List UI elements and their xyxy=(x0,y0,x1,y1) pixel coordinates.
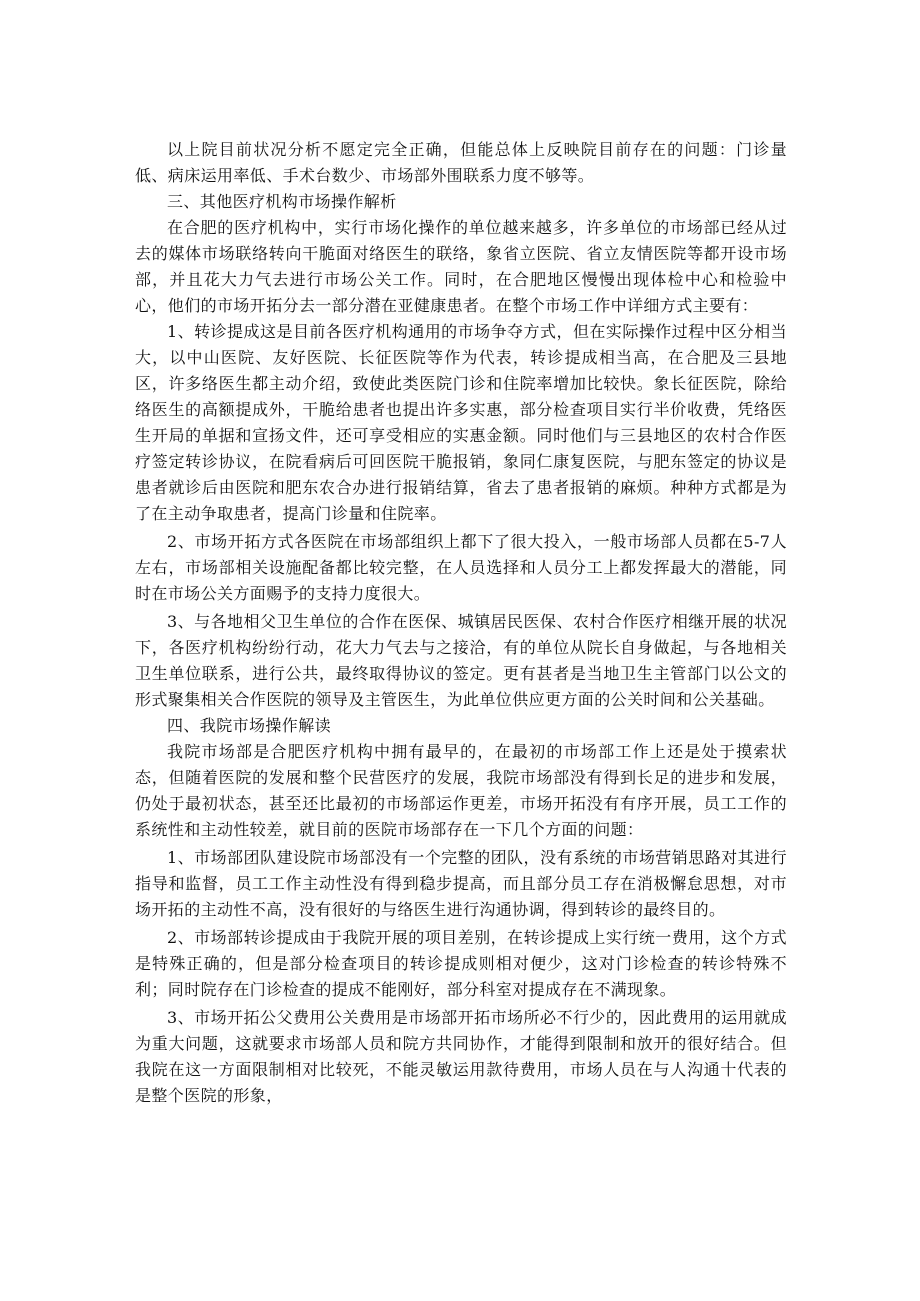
paragraph-referral-commission: 1、转诊提成这是目前各医疗机构通用的市场争夺方式，但在实际操作过程中区分相当大，以中山医院、友好医院、长征医院等作为代表，转诊提成相当高，在合肥及三县地区，许多络医生都主动介绍，致使此类医院门诊和住院率增加比较快。象长征医院，除给络医生的高额提成外，干脆给患者也提出许多实惠，部分检查项目实行半价收费，凭络医生开局的单据和宣扬文件，还可享受相应的实惠金额。同时他们与三县地区的农村合作医疗签定转诊协议，在院看病后可回医院干脆报销，象同仁康复医院，与肥东签定的协议是患者就诊后由医院和肥东农合办进行报销结算，省去了患者报销的麻烦。种种方式都是为了在主动争取患者，提高门诊量和住院率。 xyxy=(135,322,787,523)
paragraph-market-expansion: 2、市场开拓方式各医院在市场部组织上都下了很大投入，一般市场部人员都在5-7人左右，市场部相关设施配备都比较完整，在人员选择和人员分工上都发挥最大的潜能，同时在市场公关方面赐予的支持力度很大。 xyxy=(135,532,787,603)
paragraph-status-summary: 以上院目前状况分析不愿定完全正确，但能总体上反映院目前存在的问题：门诊量低、病床运用率低、手术台数少、市场部外围联系力度不够等。 xyxy=(135,140,787,185)
section-heading-our-hospital: 四、我院市场操作解读 xyxy=(167,716,332,735)
document-body xyxy=(135,137,787,1109)
paragraph-our-market-department: 我院市场部是合肥医疗机构中拥有最早的，在最初的市场部工作上还是处于摸索状态，但随着医院的发展和整个民营医疗的发展，我院市场部没有得到长足的进步和发展，仍处于最初状态，甚至还比最初的市场部运作更差，市场开拓没有有序开展，员工工作的系统性和主动性较差，就目前的医院市场部存在一下几个方面的问题： xyxy=(135,742,787,839)
section-heading-other-institutions: 三、其他医疗机构市场操作解析 xyxy=(167,192,397,211)
paragraph-team-building: 1、市场部团队建设院市场部没有一个完整的团队，没有系统的市场营销思路对其进行指导和监督，员工工作主动性没有得到稳步提高，而且部分员工存在消极懈怠思想，对市场开拓的主动性不高，没有很好的与络医生进行沟通协调，得到转诊的最终目的。 xyxy=(135,848,787,919)
paragraph-pr-expenses: 3、市场开拓公父费用公关费用是市场部开拓市场所必不行少的，因此费用的运用就成为重大问题，这就要求市场部人员和院方共同协作，才能得到限制和放开的很好结合。但我院在这一方面限制相对比较死，不能灵敏运用款待费用，市场人员在与人沟通十代表的是整个医院的形象， xyxy=(135,1008,787,1105)
paragraph-health-unit-cooperation: 3、与各地相父卫生单位的合作在医保、城镇居民医保、农村合作医疗相继开展的状况下，各医疗机构纷纷行动，花大力气去与之接洽，有的单位从院长自身做起，与各地相关卫生单位联系，进行公共，最终取得协议的签定。更有甚者是当地卫生主管部门以公文的形式聚集相关合作医院的领导及主管医生，为此单位供应更方面的公关时间和公关基础。 xyxy=(135,612,787,709)
paragraph-hefei-institutions: 在合肥的医疗机构中，实行市场化操作的单位越来越多，许多单位的市场部已经从过去的媒体市场联络转向干脆面对络医生的联络，象省立医院、省立友情医院等都开设市场部，并且花大力气去进行市场公关工作。同时，在合肥地区慢慢出现体检中心和检验中心，他们的市场开拓分去一部分潜在亚健康患者。在整个市场工作中详细方式主要有： xyxy=(135,218,787,315)
paragraph-referral-fees: 2、市场部转诊提成由于我院开展的项目差别，在转诊提成上实行统一费用，这个方式是特殊正确的，但是部分检查项目的转诊提成则相对便少，这对门诊检查的转诊特殊不利；同时院存在门诊检查的提成不能刚好，部分科室对提成存在不满现象。 xyxy=(135,928,787,999)
